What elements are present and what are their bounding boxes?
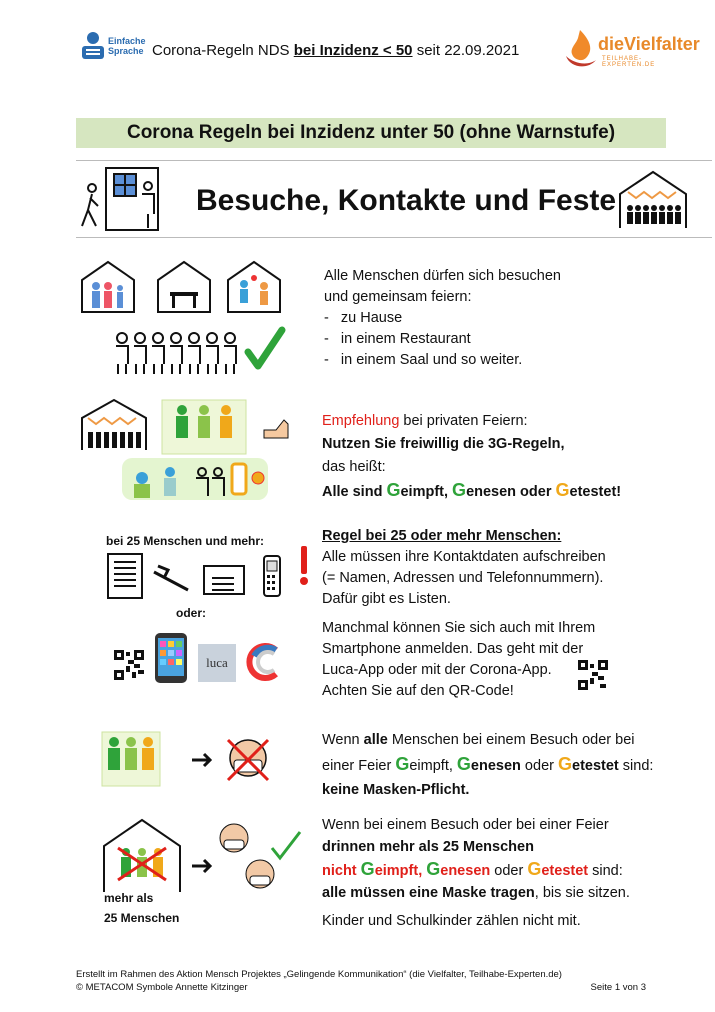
pen-hand-icon [154, 566, 188, 590]
logo-line1: Einfache [108, 36, 146, 46]
block2-text: Empfehlung bei privaten Feiern: Nutzen Sie freiwillig die 3G-Regeln, das heißt: Alle sind Geimpft, Genesen oder Getestet! [322, 413, 622, 500]
3g-party-icon [78, 396, 300, 506]
corona-warn-app-icon [246, 642, 286, 682]
divider-top [76, 160, 712, 161]
brand-name: dieVielfalter [598, 34, 700, 54]
footer-copyright: © METACOM Symbole Annette Kitzinger [76, 982, 248, 993]
person-leaving-door-icon [78, 166, 162, 234]
qr-code-small-icon [578, 660, 608, 690]
vielfalter-logo [560, 26, 700, 72]
checkmark-icon [248, 330, 282, 366]
list-item: - in einem Restaurant [324, 331, 471, 347]
block5-left-label: mehr als 25 Menschen [104, 891, 180, 925]
party-hall-icon [616, 168, 690, 230]
block4-text: Wenn alle Menschen bei einem Besuch oder bei einer Feier Geimpft, Genesen oder Getestet sind: keine Masken-Pflicht. [322, 732, 654, 798]
qr-code-icon [114, 650, 144, 680]
footer-credit: Erstellt im Rahmen des Aktion Mensch Projektes „Gelingende Kommunikation“ (die Vielfalter, Teilhabe-Experten.de) [76, 969, 562, 980]
block1-text: Alle Menschen dürfen sich besuchen und gemeinsam feiern: - zu Hause - in einem Restaurant - in einem Saal und so weiter. [324, 266, 561, 371]
block5-text: Wenn bei einem Besuch oder bei einer Feier drinnen mehr als 25 Menschen nicht Geimpft, Genesen oder Getestet sind: alle müssen eine Maske tragen, bis sie sitzen. Kinder und Schulkinder zählen nicht mit. [322, 817, 630, 929]
footer [76, 968, 646, 994]
or-label: oder: [176, 606, 206, 620]
divider-bottom [76, 237, 712, 238]
no-mask-icons [100, 730, 290, 788]
flame-icon [560, 26, 600, 70]
luca-app-icon [198, 644, 236, 682]
smartphone-icon [154, 632, 188, 684]
exclamation-icon [296, 544, 312, 586]
page-number: Seite 1 von 3 [590, 982, 646, 993]
contact-list-icons [104, 552, 326, 602]
visit-houses-icon [78, 258, 290, 378]
easy-language-icon [80, 30, 106, 60]
brand-subline: TEILHABE-EXPERTEN.DE [602, 56, 656, 68]
list-item: - in einem Saal und so weiter. [324, 352, 523, 368]
section-title: Besuche, Kontakte und Feste [196, 184, 617, 217]
page-header-title: Corona-Regeln NDS bei Inzidenz < 50 seit 22.09.2021 [152, 42, 520, 59]
arrow-right-icon [192, 754, 210, 766]
mask-required-icons [100, 818, 310, 896]
block3-text: Regel bei 25 oder mehr Menschen: Alle müssen ihre Kontaktdaten aufschreiben (= Namen, Adressen und Telefonnummern). Dafür gibt es Listen. Manchmal können Sie sich auch mit Ihrem Smartphone anmelden. Das geht mit der Luca-App oder mit der Corona-App. Achten Sie auf den QR-Code! [322, 528, 606, 699]
list-item: - zu Hause [324, 310, 403, 326]
logo-line2: Sprache [108, 46, 144, 56]
luca-label: luca [206, 655, 228, 670]
easy-language-logo [80, 30, 150, 64]
topic-banner: Corona Regeln bei Inzidenz unter 50 (ohne Warnstufe) [76, 118, 666, 148]
block3-left-label: bei 25 Menschen und mehr: [106, 534, 265, 548]
